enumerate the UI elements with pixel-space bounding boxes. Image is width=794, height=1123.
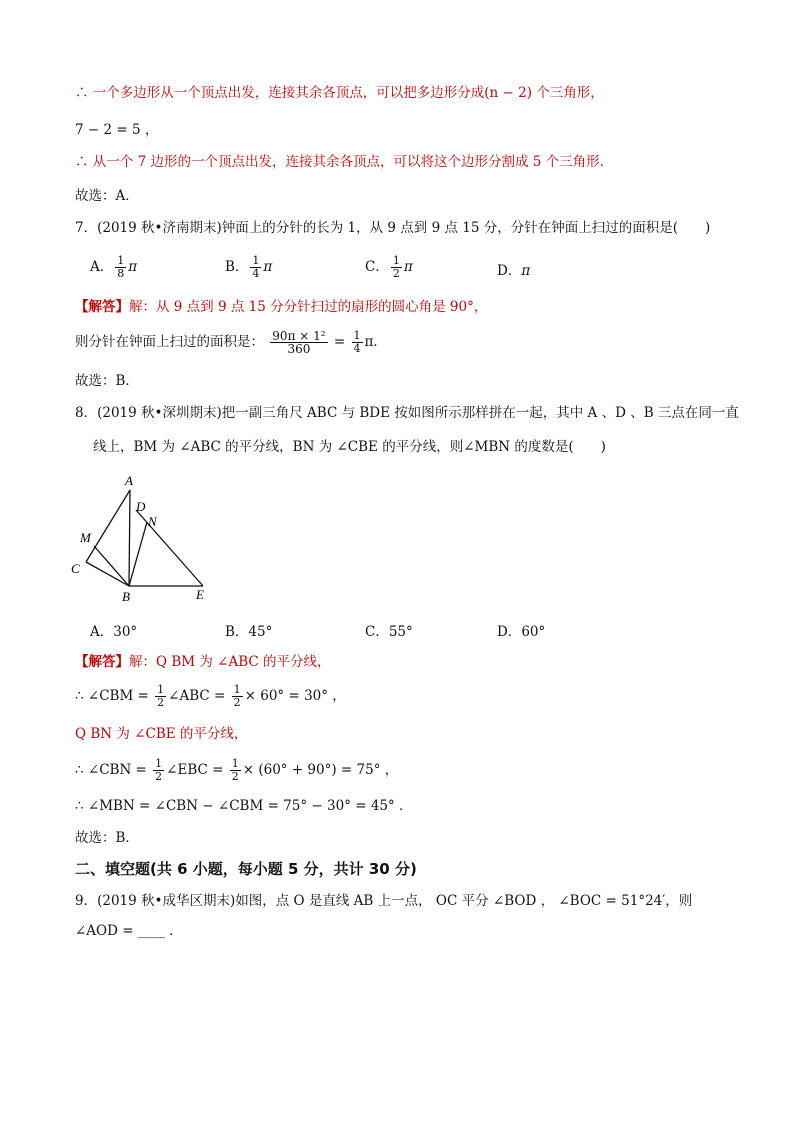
label-a: A — [125, 473, 133, 488]
q8-option-a[interactable] — [90, 620, 137, 640]
fraction — [230, 758, 241, 783]
frac-num: 1 — [233, 683, 241, 696]
q8-solution-line2 — [75, 684, 346, 709]
q8-option-d[interactable] — [497, 620, 545, 640]
pi-symbol: π — [128, 259, 138, 275]
label-d: D — [136, 499, 146, 514]
frac-num: 1 — [157, 683, 165, 696]
frac-num: 1 — [252, 254, 260, 267]
solution-text: ∠ABC = — [168, 688, 226, 704]
q8-solution-line3: Q BN 为 ∠CBE 的平分线， — [75, 726, 248, 742]
label-c: C — [71, 561, 80, 576]
frac-den: 4 — [252, 267, 260, 280]
fraction — [232, 684, 243, 709]
option-label: D． — [497, 263, 522, 279]
frac-den: 8 — [117, 267, 125, 280]
sol6-line3: ∴ 从一个 7 边形的一个顶点出发，连接其余各顶点，可以将这个边形分割成 5 个三角形． — [75, 154, 614, 170]
solution-text: ∴ ∠CBM = — [75, 688, 149, 704]
label-n: N — [148, 514, 157, 529]
sol6-line2: 7 − 2 = 5 ， — [75, 122, 159, 138]
q8-option-b[interactable] — [225, 620, 272, 640]
fraction — [270, 330, 327, 355]
segment-bn — [129, 522, 147, 586]
solution-text: π． — [364, 334, 387, 350]
option-text: 30° — [113, 624, 138, 640]
solution-text: 则分针在钟面上扫过的面积是： — [75, 334, 264, 350]
solution-text: × (60° + 90°) = 75° ， — [242, 762, 399, 778]
sol6-answer: 故选：A． — [75, 188, 139, 204]
frac-num: 1 — [392, 254, 400, 267]
frac-den: 2 — [157, 696, 165, 709]
q8-solution-line5: ∴ ∠MBN = ∠CBN − ∠CBM = 75° − 30° = 45° ． — [75, 798, 413, 814]
q7-solution-line2 — [75, 330, 387, 355]
q7-option-a[interactable] — [90, 255, 137, 280]
solution-text: 解：Q BM 为 ∠ABC 的平分线， — [129, 654, 331, 670]
q8-stem-line2: 线上，BM 为 ∠ABC 的平分线，BN 为 ∠CBE 的平分线，则∠MBN 的度数是( ) — [93, 439, 606, 455]
frac-num: 1 — [117, 254, 125, 267]
q9-stem-line2: ∠AOD = ____ ． — [75, 923, 183, 939]
q8-figure — [60, 468, 230, 608]
option-label: A． — [90, 259, 114, 275]
solution-tag: 【解答】 — [75, 654, 129, 670]
q8-option-c[interactable] — [365, 620, 413, 640]
equals-sign: = — [333, 334, 346, 350]
q7-stem: 7．(2019 秋•济南期末)钟面上的分针的长为 1，从 9 点到 9 点 15 分，分针在钟面上扫过的面积是( ) — [75, 220, 711, 236]
solution-text: 解：从 9 点到 9 点 15 分分针扫过的扇形的圆心角是 90°， — [129, 299, 488, 315]
q8-stem-line1: 8．(2019 秋•深圳期末)把一副三角尺 ABC 与 BDE 按如图所示那样拼在一起，其中 A 、D 、B 三点在同一直 — [75, 405, 739, 421]
segment-de — [136, 510, 203, 586]
solution-text: ∴ ∠CBN = — [75, 762, 147, 778]
q7-option-b[interactable] — [225, 255, 272, 280]
frac-den: 2 — [392, 267, 400, 280]
segment-ab — [129, 490, 130, 586]
pi-symbol: π — [263, 259, 273, 275]
frac-num: 1 — [353, 329, 361, 342]
q7-answer: 故选：B． — [75, 373, 139, 389]
segment-cb — [86, 562, 129, 586]
q8-answer: 故选：B． — [75, 830, 139, 846]
frac-num: 1 — [231, 757, 239, 770]
option-text: 55° — [388, 624, 413, 640]
solution-text: ∠EBC = — [166, 762, 224, 778]
frac-den: 2 — [231, 770, 239, 783]
q7-option-c[interactable] — [365, 255, 413, 280]
q9-stem-line1: 9．(2019 秋•成华区期末)如图，点 O 是直线 AB 上一点， OC 平分 ∠BOD ， ∠BOC = 51°24′，则 — [75, 893, 693, 909]
option-label: B． — [225, 624, 249, 640]
segment-ac — [86, 490, 130, 562]
solution-tag: 【解答】 — [75, 299, 129, 315]
frac-den: 2 — [155, 770, 163, 783]
fraction — [155, 684, 166, 709]
segment-bm — [94, 546, 129, 586]
option-label: A． — [90, 624, 114, 640]
fraction — [391, 255, 402, 280]
sol6-line1: ∴ 一个多边形从一个顶点出发，连接其余各顶点，可以把多边形分成(n − 2) 个三角形， — [75, 85, 604, 101]
label-b: B — [122, 589, 130, 604]
frac-den: 4 — [353, 342, 361, 355]
fraction — [153, 758, 164, 783]
option-label: B． — [225, 259, 249, 275]
frac-den: 360 — [287, 342, 311, 356]
fraction — [352, 330, 363, 355]
fraction — [115, 255, 126, 280]
option-text: π — [521, 263, 531, 279]
option-label: C． — [365, 624, 389, 640]
pi-symbol: π — [403, 259, 413, 275]
label-m: M — [80, 530, 91, 545]
option-text: 60° — [521, 624, 546, 640]
frac-den: 2 — [233, 696, 241, 709]
frac-num: 1 — [155, 757, 163, 770]
label-e: E — [196, 587, 204, 602]
q7-option-d[interactable] — [497, 259, 530, 279]
frac-num: 90π × 1² — [272, 329, 326, 343]
fraction — [250, 255, 261, 280]
q8-solution-line4 — [75, 758, 398, 783]
q8-solution-line1 — [75, 652, 331, 672]
option-label: C． — [365, 259, 389, 275]
q7-solution-line1 — [75, 297, 487, 317]
option-label: D． — [497, 624, 522, 640]
solution-text: × 60° = 30° ， — [244, 688, 346, 704]
section-title: 二、填空题(共 6 小题，每小题 5 分，共计 30 分) — [75, 860, 417, 878]
option-text: 45° — [248, 624, 273, 640]
